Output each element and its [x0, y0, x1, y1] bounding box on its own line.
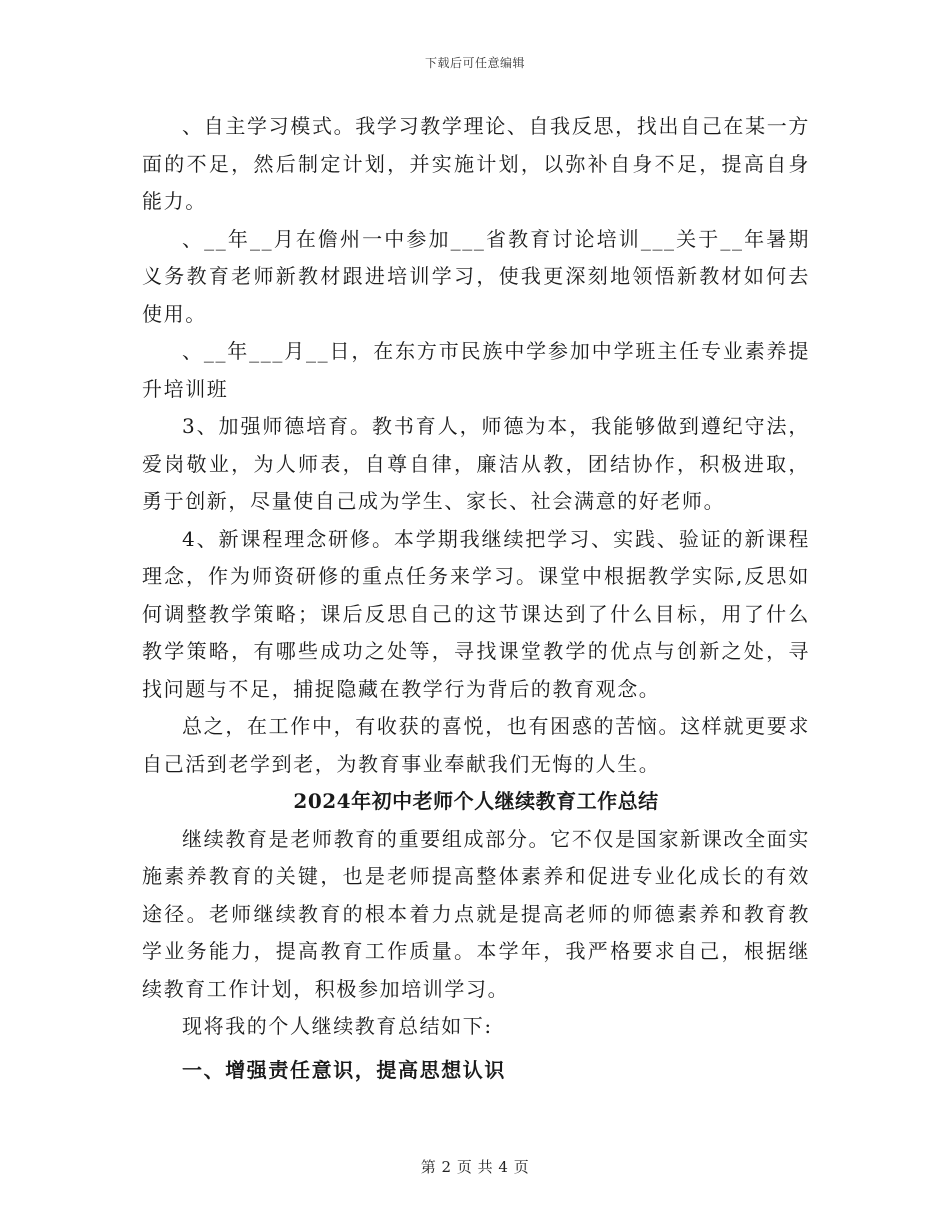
paragraph: 、__年__月在儋州一中参加___省教育讨论培训___关于__年暑期义务教育老师新教材跟进培训学习，使我更深刻地领悟新教材如何去使用。 — [142, 226, 810, 326]
paragraph: 4、新课程理念研修。本学期我继续把学习、实践、验证的新课程理念，作为师资研修的重点任务来学习。课堂中根据教学实际,反思如何调整教学策略；课后反思自己的这节课达到了什么目标，用了什么教学策略，有哪些成功之处等，寻找课堂教学的优点与创新之处，寻找问题与不足，捕捉隐藏在教学行为背后的教育观念。 — [142, 526, 810, 701]
page-number: 第 2 页 共 4 页 — [420, 1158, 530, 1176]
paragraph: 继续教育是老师教育的重要组成部分。它不仅是国家新课改全面实施素养教育的关键，也是老师提高整体素养和促进专业化成长的有效途径。老师继续教育的根本着力点就是提高老师的师德素养和教育教学业务能力，提高教育工作质量。本学年，我严格要求自己，根据继续教育工作计划，积极参加培训学习。 — [142, 826, 810, 1001]
page-header-note: 下载后可任意编辑 — [424, 56, 525, 70]
paragraph: 现将我的个人继续教育总结如下: — [182, 1014, 493, 1038]
paragraph: 、__年___月__日，在东方市民族中学参加中学班主任专业素养提升培训班 — [142, 339, 810, 401]
paragraph: 3、加强师德培育。教书育人，师德为本，我能够做到遵纪守法，爱岗敬业，为人师表，自尊自律，廉洁从教，团结协作，积极进取，勇于创新，尽量使自己成为学生、家长、社会满意的好老师。 — [142, 414, 810, 513]
document-body — [142, 108, 810, 1089]
document-title: 2024年初中老师个人继续教育工作总结 — [293, 789, 659, 813]
paragraph: 、自主学习模式。我学习教学理论、自我反思，找出自己在某一方面的不足，然后制定计划，并实施计划，以弥补自身不足，提高自身能力。 — [142, 114, 810, 213]
section-heading: 一、增强责任意识，提高思想认识 — [182, 1057, 506, 1082]
paragraph: 总之，在工作中，有收获的喜悦，也有困惑的苦恼。这样就更要求自己活到老学到老，为教育事业奉献我们无悔的人生。 — [142, 714, 810, 776]
